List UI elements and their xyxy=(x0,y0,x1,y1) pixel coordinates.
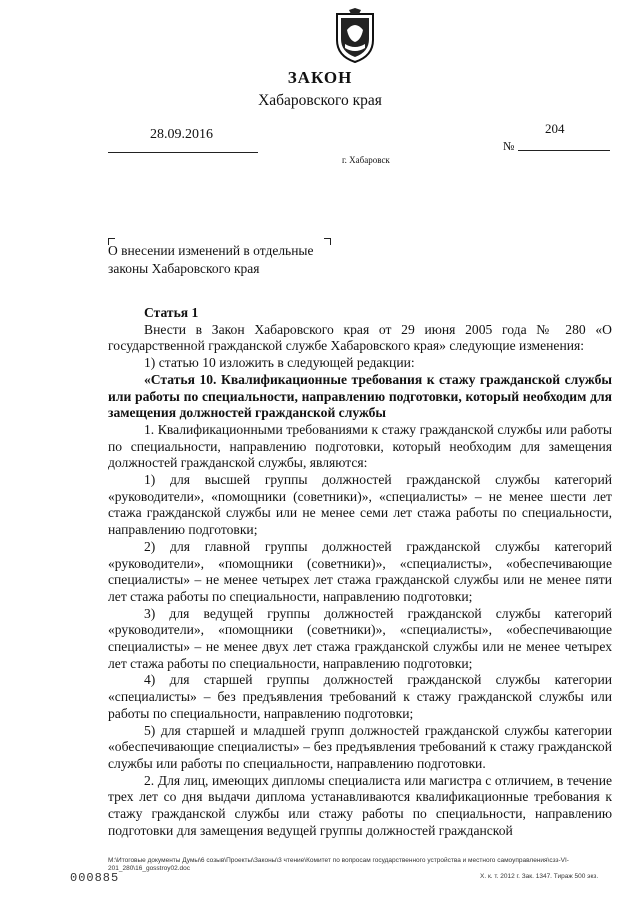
law-number: 204 xyxy=(545,121,565,136)
document-title: ЗАКОН xyxy=(287,68,353,87)
law-date: 28.09.2016 xyxy=(150,127,213,142)
paragraph-item-1: 1) статью 10 изложить в следующей редакции: xyxy=(144,355,415,371)
number-sign: № xyxy=(503,139,515,153)
paragraph-sub-2: 2) для главной группы должностей гражданской службы категорий «руководители», «помощники (советники)», «специалисты», «обеспечивающие специалисты» – не менее четырех лет стажа гражданской службы или не менее пяти лет стажа работы по специальности, направлению подготовки; xyxy=(108,538,612,604)
document-subtitle: Хабаровского края xyxy=(258,92,382,109)
city-label: г. Хабаровск xyxy=(342,155,390,165)
coat-of-arms-emblem xyxy=(331,8,379,64)
law-body xyxy=(108,305,612,840)
paragraph-section-1: 1. Квалификационными требованиями к стажу гражданской службы или работы по специальности, направлению подготовки, который необходим для замещения должностей гражданской службы, являются: xyxy=(108,421,612,471)
file-path-footer: M:\Итоговые документы Думы\6 созыв\Проекты\Законы\3 чтение\Комитет по вопросам государственного устройства и местного самоуправления\сзз-VI-201_280\16_gosstroy02.doc xyxy=(108,857,569,872)
paragraph-sub-5: 5) для старшей и младшей групп должностей гражданской службы категории «обеспечивающие специалисты» – без предъявления требований к стажу гражданской службы или работы по специальности, направлению подготовки. xyxy=(108,722,612,771)
number-underline xyxy=(518,150,610,151)
paragraph-intro: Внести в Закон Хабаровского края от 29 июня 2005 года № 280 «О государственной гражданской службе Хабаровского края» следующие изменения: xyxy=(108,321,612,354)
document-stamp: 000885 xyxy=(70,871,120,885)
paragraph-section-2: 2. Для лиц, имеющих дипломы специалиста или магистра с отличием, в течение трех лет со дня выдачи диплома устанавливаются квалификационные требования к стажу гражданской службы или стажу работы по специальности, направлению подготовки для замещения ведущей группы должностей гражданской xyxy=(108,772,612,838)
article-title: Статья 1 xyxy=(144,305,199,320)
heading-line-1: О внесении изменений в отдельные xyxy=(108,243,314,258)
print-info: Х. к. т. 2012 г. Зак. 1347. Тираж 500 экз. xyxy=(480,873,599,880)
paragraph-sub-4: 4) для старшей группы должностей гражданской службы категории «специалисты» – без предъявления требований к стажу гражданской службы или работы по специальности, направлению подготовки; xyxy=(108,672,612,721)
paragraph-sub-3: 3) для ведущей группы должностей гражданской службы категорий «руководители», «помощники (советники)», «специалисты», «обеспечивающие специалисты» – не менее двух лет стажа гражданской службы или не менее четырех лет стажа работы по специальности, направлению подготовки; xyxy=(108,605,612,671)
date-underline xyxy=(108,152,258,153)
law-heading xyxy=(108,242,348,278)
paragraph-sub-1: 1) для высшей группы должностей гражданской службы категорий «руководители», «помощники (советники)», «специалисты» – не менее шести лет стажа гражданской службы или не менее семи лет стажа работы по специальности, направлению подготовки; xyxy=(108,472,612,538)
article-10-heading: «Статья 10. Квалификационные требования к стажу гражданской службы или работы по специальности, направлению подготовки, который необходим для замещения должностей гражданской службы xyxy=(108,371,612,421)
heading-line-2: законы Хабаровского края xyxy=(108,261,260,276)
